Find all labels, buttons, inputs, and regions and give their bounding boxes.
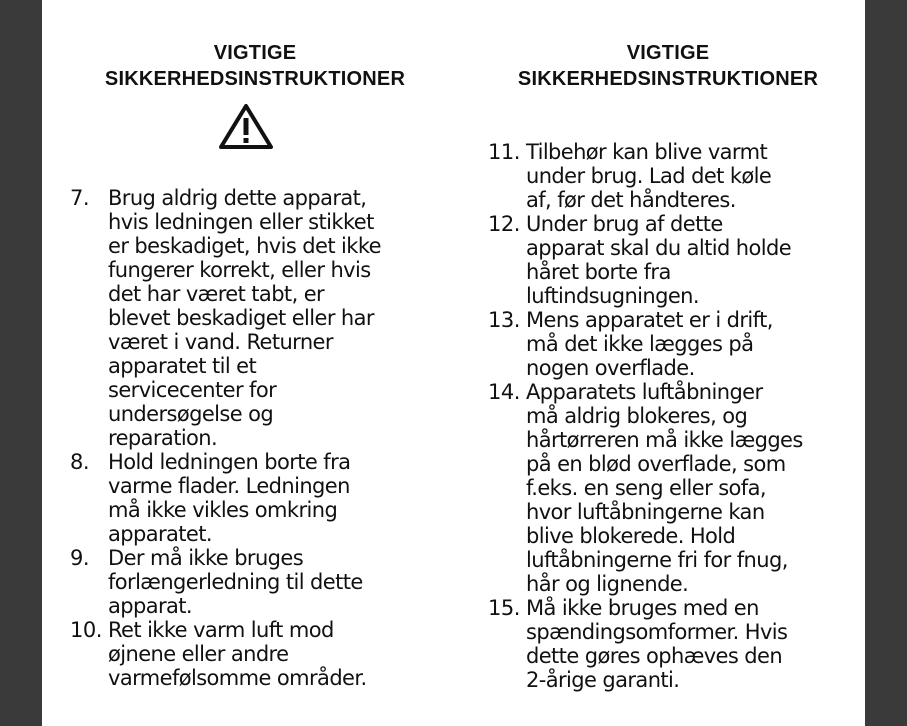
item-text: Ret ikke varm luft mod øjnene eller andre varmefølsomme områder. — [108, 618, 367, 690]
item-text: Brug aldrig dette apparat, hvis ledningen eller stikket er beskadiget, hvis det ikke fungerer korrekt, eller hvis det har været tabt, er blevet beskadiget eller har været i vand. Returner apparatet til et servicecenter for undersøgelse og reparation. — [108, 186, 381, 450]
item-number: 14. — [488, 380, 520, 404]
item-text: Under brug af dette apparat skal du altid holde håret borte fra luftindsugningen. — [526, 212, 792, 308]
list-item — [488, 140, 850, 212]
item-text: Apparatets luftåbninger må aldrig blokeres, og hårtørreren må ikke lægges på en blød overflade, som f.eks. en seng eller sofa, hvor luftåbningerne kan blive blokerede. Hold luftåbningerne fri for fnug, hår og lignende. — [526, 380, 803, 596]
item-number: 12. — [488, 212, 520, 236]
instruction-list — [488, 140, 850, 692]
list-item — [70, 186, 442, 450]
item-text: Tilbehør kan blive varmt under brug. Lad det køle af, før det håndteres. — [526, 140, 772, 212]
warning-triangle-icon — [218, 102, 274, 150]
list-item — [488, 212, 850, 308]
section-heading: VIGTIGE SIKKERHEDSINSTRUKTIONER — [517, 42, 819, 90]
item-text: Mens apparatet er i drift, må det ikke lægges på nogen overflade. — [526, 308, 773, 380]
right-column — [488, 0, 848, 726]
item-text: Der må ikke bruges forlængerledning til dette apparat. — [108, 546, 363, 618]
item-text: Hold ledningen borte fra varme flader. Ledningen må ikke vikles omkring apparatet. — [108, 450, 351, 546]
item-number: 9. — [70, 546, 90, 570]
item-number: 15. — [488, 596, 520, 620]
item-number: 13. — [488, 308, 520, 332]
list-item — [488, 596, 850, 692]
instruction-list — [70, 186, 442, 690]
list-item — [70, 618, 442, 690]
list-item — [488, 308, 850, 380]
item-number: 7. — [70, 186, 90, 210]
item-number: 8. — [70, 450, 90, 474]
item-number: 11. — [488, 140, 520, 164]
left-column — [70, 0, 440, 726]
section-heading: VIGTIGE SIKKERHEDSINSTRUKTIONER — [104, 42, 406, 90]
list-item — [70, 450, 442, 546]
item-number: 10. — [70, 618, 102, 642]
document-page — [42, 0, 865, 726]
list-item — [70, 546, 442, 618]
item-text: Må ikke bruges med en spændingsomformer. Hvis dette gøres ophæves den 2-årige garanti. — [526, 596, 788, 692]
list-item — [488, 380, 850, 596]
